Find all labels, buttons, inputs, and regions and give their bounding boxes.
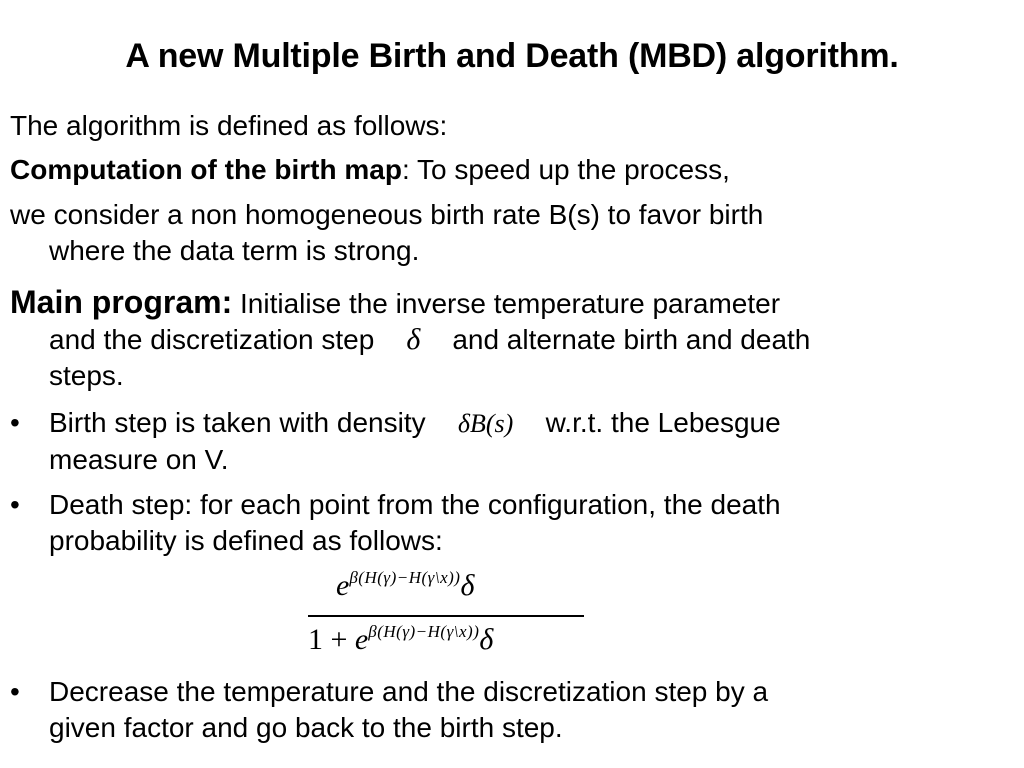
fraction-bar — [308, 615, 584, 617]
slide-title: A new Multiple Birth and Death (MBD) algorithm. — [125, 37, 899, 75]
birth-density-formula: δB(s) — [457, 409, 514, 438]
birth-map-label: Computation of the birth map — [10, 154, 402, 185]
birth-map-paragraph — [10, 152, 1010, 188]
main-program-text-line2b: and alternate birth and death — [452, 324, 811, 355]
birth-map-text-line3: where the data term is strong. — [49, 235, 420, 266]
main-program-text-line1: Initialise the inverse temperature parameter — [232, 288, 781, 319]
formula-exponent: β(H(γ)−H(γ\x)) — [349, 568, 461, 587]
death-step-text-b: probability is defined as follows: — [49, 525, 443, 556]
main-program-label: Main program: — [10, 284, 233, 320]
death-probability-formula — [300, 562, 590, 662]
death-step-text-a: Death step: for each point from the configuration, the death — [49, 489, 781, 520]
decrease-bullet — [10, 674, 1010, 746]
main-program-text-line3: steps. — [49, 360, 124, 391]
birth-rate-paragraph — [10, 197, 1010, 269]
bullet-marker: • — [10, 407, 20, 438]
formula-delta: δ — [479, 623, 494, 656]
birth-step-text-c: measure on V. — [49, 444, 229, 475]
decrease-text-a: Decrease the temperature and the discretization step by a — [49, 676, 769, 707]
formula-denominator — [308, 622, 493, 657]
birth-step-text-a: Birth step is taken with density — [49, 407, 426, 438]
formula-delta: δ — [460, 569, 475, 602]
birth-step-bullet — [10, 405, 1010, 478]
death-step-bullet — [10, 487, 1010, 559]
decrease-text-b: given factor and go back to the birth step. — [49, 712, 563, 743]
main-program-paragraph — [10, 284, 1010, 394]
bullet-marker: • — [10, 489, 20, 520]
intro-paragraph — [10, 108, 1010, 144]
formula-one-plus: 1 + — [308, 623, 355, 656]
main-program-text-line2a: and the discretization step — [49, 324, 375, 355]
formula-exponent: β(H(γ)−H(γ\x)) — [368, 622, 480, 641]
formula-e: e — [354, 623, 369, 656]
formula-numerator — [336, 568, 474, 603]
intro-text: The algorithm is defined as follows: — [10, 110, 448, 141]
formula-e: e — [336, 569, 350, 602]
delta-symbol: δ — [406, 323, 421, 356]
birth-map-text-line1: : To speed up the process, — [401, 154, 730, 185]
main-program-line2 — [10, 322, 1010, 358]
bullet-marker: • — [10, 676, 20, 707]
birth-map-text-line2: we consider a non homogeneous birth rate B(s) to favor birth — [10, 199, 764, 230]
birth-step-text-b: w.r.t. the Lebesgue — [545, 407, 781, 438]
birth-step-line1 — [10, 405, 1010, 442]
